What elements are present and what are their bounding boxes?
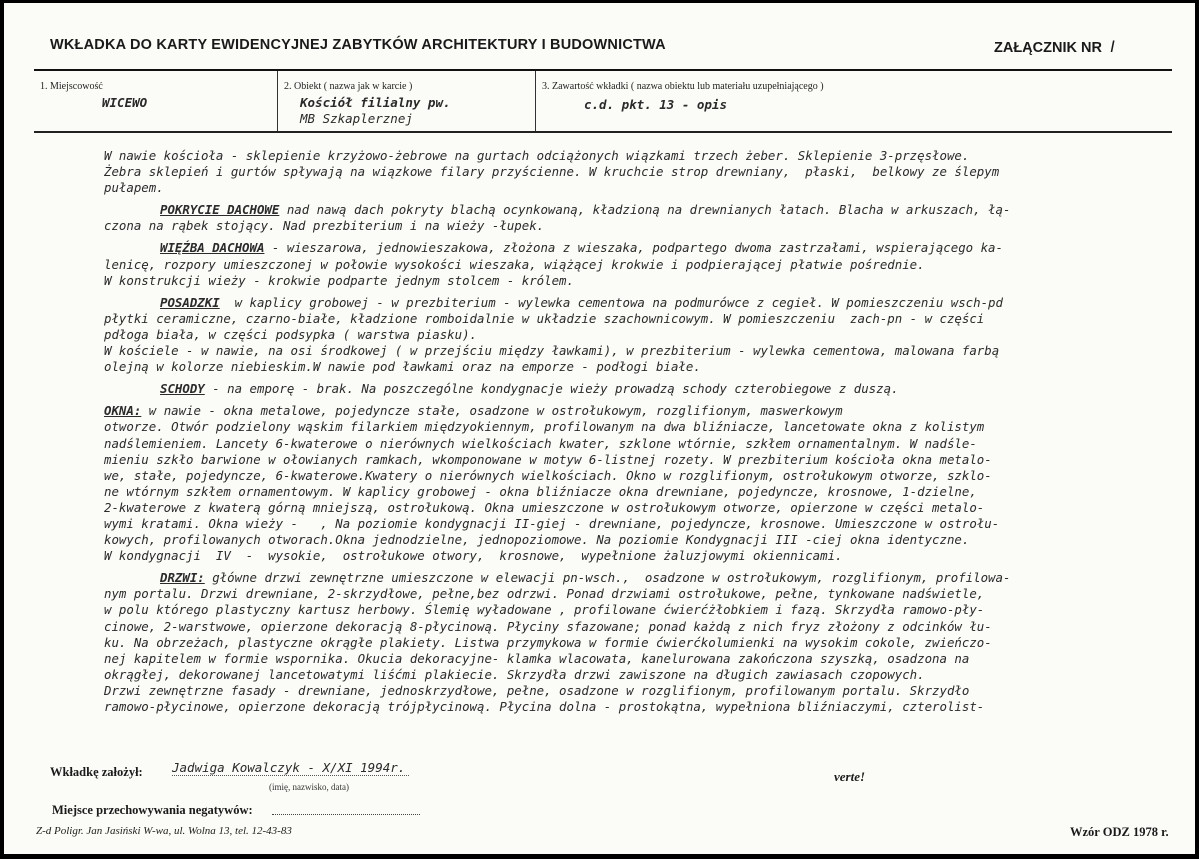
body-line: lenicę, rozpory umieszczonej w połowie wysokości wieszaka, wiążącej krokwie i podpierającej płatwie pośrednie.: [104, 256, 925, 272]
body-line: W kościele - w nawie, na osi środkowej ( w przejściu między ławkami), w prezbiterium - wylewka cementowa, malowana farbą: [104, 343, 1000, 359]
field-content: [535, 71, 1173, 131]
body-line: otworze. Otwór podzielony wąskim filarkiem międzyokiennym, profilowanym na dwa bliźniacze, lancetowate okna z kolistym: [104, 419, 985, 435]
windows-text: w nawie - okna metalowe, pojedyncze stałe, osadzone w ostrołukowym, rozglifionym, maswerkowym: [141, 403, 843, 419]
body-line: [104, 381, 1144, 397]
body-line: nej kapitelem w formie wspornika. Okucia dekoracyjne- klamka wlacowata, kanelurowana zakończona szyszką, osadzona na: [104, 650, 970, 666]
form-title: WKŁADKA DO KARTY EWIDENCYJNEJ ZABYTKÓW ARCHITEKTURY I BUDOWNICTWA: [50, 37, 666, 53]
body-line: [104, 295, 1144, 311]
body-line: [104, 240, 1144, 256]
section-heading-doors: DRZWI:: [160, 570, 205, 586]
field-content-label: 3. Zawartość wkładki ( nazwa obiektu lub materiału uzupełniającego ): [542, 81, 824, 92]
body-line: płytki ceramiczne, czarno-białe, kładzione romboidalnie w układzie szachownicowym. W pomieszczeniu zach-pn - w części: [104, 310, 985, 326]
body-line: W konstrukcji wieży - krokwie podparte jednym stolcem - królem.: [104, 272, 574, 288]
record-card-sheet: [4, 3, 1195, 854]
attachment-number-value: I: [1109, 37, 1115, 56]
body-line: we, stałe, pojedyncze, 6-kwaterowe.Kwatery o nierównych wielkościach. Okno w rozglifionym, ostrołukowym otworze, szklo-: [104, 467, 992, 483]
verte-note: verte!: [834, 769, 866, 784]
body-line: pdłoga biała, w części podsypka ( warstwa piasku).: [104, 326, 477, 342]
body-line: nym portalu. Drzwi drewniane, 2-skrzydłowe, pełne,bez odrzwi. Ponad drzwiami ostrołukowe, pełne, tynkowane nadświetle,: [104, 586, 985, 602]
body-line: wymi kratami. Okna wieży - , Na poziomie kondygnacji II-giej - drewniane, pojedyncze, krosnowe. Umieszczone w ostrołu-: [104, 515, 1000, 531]
body-line: nadślemieniem. Lancety 6-kwaterowe o nierównych wielkościach kwater, szklone wtórnie, szkłem ornamentalnym. W nadśle-: [104, 435, 977, 451]
section-heading-stairs: SCHODY: [160, 381, 205, 397]
body-line: [104, 202, 1144, 218]
body-line: cinowe, 2-warstwowe, opierzone dekoracją 8-płycinową. Płyciny sfazowane; ponad każdą z nich fryz złożony z odcinków łu-: [104, 618, 992, 634]
attachment-number: [994, 37, 1115, 57]
body-line: czona na rąbek stojący. Nad prezbiterium i na wieży -łupek.: [104, 218, 545, 234]
floors-text: w kaplicy grobowej - w prezbiterium - wylewka cementowa na podmurówce z cegieł. W pomieszczeniu wsch-pd: [219, 294, 1003, 310]
body-line: Drzwi zewnętrzne fasady - drewniane, jednoskrzydłowe, pełne, osadzone w rozglifionym, profilowanym portalu. Skrzydło: [104, 682, 970, 698]
field-place: [34, 71, 277, 131]
body-line: olejną w kolorze niebieskim.W nawie pod ławkami oraz na emporze - podłogi białe.: [104, 359, 701, 375]
body-line: [104, 403, 1144, 419]
body-line: 2-kwaterowe z kwaterą górną mniejszą, ostrołukową. Okna umieszczone w ostrołukowym otworze, opierzone w części metalo-: [104, 499, 985, 515]
negatives-location-field: [272, 802, 420, 815]
body-line: kowych, profilowanych otworach.Okna jednodzielne, jednopoziomowe. Na poziomie Kondygnacji III -ciej okna identyczne.: [104, 532, 970, 548]
body-line: w polu którego plastyczny kartusz herbowy. Ślemię wyładowane , profilowane ćwierćżłobkiem i fazą. Skrzydła ramowo-pły-: [104, 602, 985, 618]
attachment-label: ZAŁĄCZNIK NR: [994, 40, 1102, 56]
printer-imprint: Z-d Poligr. Jan Jasiński W-wa, ul. Wolna 13, tel. 12-43-83: [36, 825, 292, 837]
created-by-label: Wkładkę założył:: [50, 765, 143, 779]
form-number: Wzór ODZ 1978 r.: [1070, 825, 1169, 839]
field-object: [277, 71, 536, 131]
section-heading-floors: POSADZKI: [160, 294, 220, 310]
negatives-location-label: Miejsce przechowywania negatywów:: [52, 803, 253, 817]
body-line: mieniu szkło barwione w ołowianych ramkach, wkomponowane w motyw 6-listnej rozety. W prezbiterium kościoła okna metalo-: [104, 451, 992, 467]
created-by-value: Jadwiga Kowalczyk - X/XI 1994r.: [172, 760, 409, 776]
section-heading-truss: WIĘŹBA DACHOWA: [160, 240, 265, 256]
field-object-label: 2. Obiekt ( nazwa jak w karcie ): [284, 81, 413, 92]
field-object-value-line2: MB Szkaplerznej: [300, 111, 413, 126]
body-line: ne wtórnym szkłem ornamentowym. W kaplicy grobowej - okna bliźniacze okna drewniane, pojedyncze, krosnowe, 1-dzielne,: [104, 483, 977, 499]
field-content-value: c.d. pkt. 13 - opis: [584, 97, 727, 112]
body-line: ku. Na obrzeżach, plastyczne okrągłe plakiety. Listwa przymykowa w formie ćwierćkolumienki na wysokim cokole, zwieńczo-: [104, 634, 992, 650]
created-by-caption: (imię, nazwisko, data): [269, 782, 349, 792]
field-place-value: WICEWO: [102, 95, 148, 110]
section-heading-roof: POKRYCIE DACHOWE: [160, 202, 280, 218]
body-line: pułapem.: [104, 180, 164, 196]
body-line: [104, 570, 1144, 586]
body-line: W kondygnacji IV - wysokie, ostrołukowe otwory, krosnowe, wypełnione żaluzjowymi okiennicami.: [104, 548, 843, 564]
field-object-value-line1: Kościół filialny pw.: [300, 95, 451, 110]
body-line: ramowo-płycinowe, opierzone dekoracją trójpłycinową. Płycina dolna - prostokątna, wypełniona bliźniaczymi, czterolist-: [104, 699, 985, 714]
section-heading-windows: OKNA:: [104, 403, 142, 419]
fields-rule: [34, 131, 1172, 133]
description-body: [104, 148, 1144, 715]
stairs-text: - na emporę - brak. Na poszczególne kondygnacje wieży prowadzą schody czterobiegowe z duszą.: [204, 381, 899, 397]
body-line: okrągłej, dekorowanej lancetowatymi liśćmi plakiecie. Skrzydła drzwi zawiszone na długich zawiasach czopowych.: [104, 666, 925, 682]
roof-text: nad nawą dach pokryty blachą ocynkowaną, kładzioną na drewnianych łatach. Blacha w arkuszach, łą-: [279, 202, 1011, 218]
body-line: W nawie kościoła - sklepienie krzyżowo-żebrowe na gurtach odciążonych wiązkami trzech żeber. Sklepienie 3-przęsłowe.: [104, 148, 970, 163]
doors-text: główne drzwi zewnętrzne umieszczone w elewacji pn-wsch., osadzone w ostrołukowym, rozglifionym, profilowa-: [204, 570, 1011, 586]
field-place-label: 1. Miejscowość: [40, 81, 103, 92]
truss-text: - wieszarowa, jednowieszakowa, złożona z wieszaka, podpartego dwoma zastrzałami, wspierającego ka-: [264, 240, 1003, 256]
body-line: Żebra sklepień i gurtów spływają na wiązkowe filary przyścienne. W kruchcie strop drewniany, płaski, belkowy ze ślepym: [104, 164, 1000, 180]
